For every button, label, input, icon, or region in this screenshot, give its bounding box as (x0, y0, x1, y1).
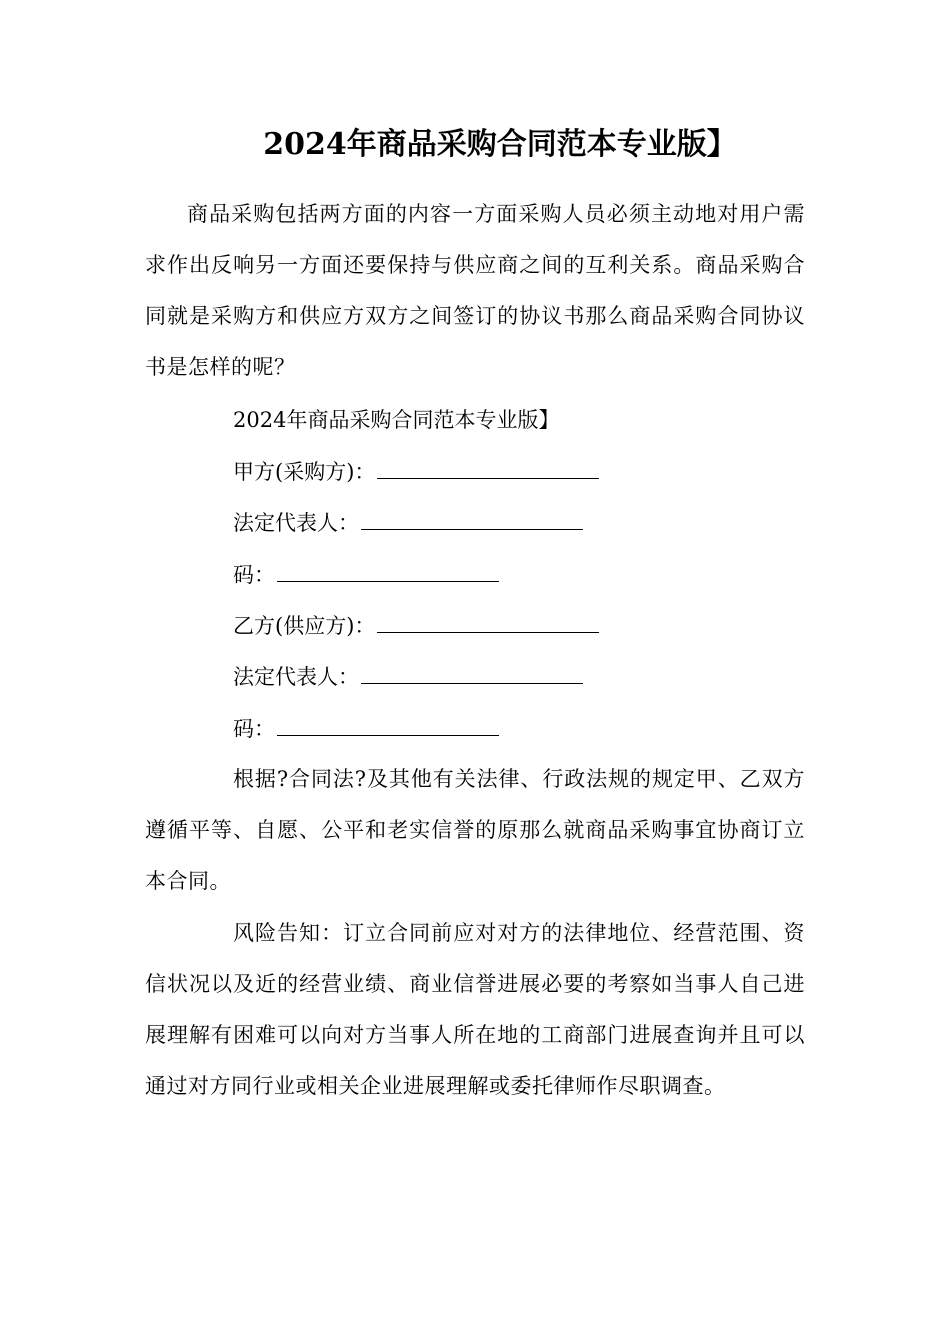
party-a-label: 甲方(采购方)： (233, 460, 376, 484)
document-title: 2024年商品采购合同范本专业版】 (263, 127, 737, 162)
party-a-code-line (233, 557, 499, 593)
party-a-rep-label: 法定代表人： (233, 511, 359, 535)
party-b-rep-blank (361, 661, 583, 684)
party-a-rep-line (233, 505, 583, 541)
law-paragraph: 根据?合同法?及其他有关法律、行政法规的规定甲、乙双方遵循平等、自愿、公平和老实信誉的原那么就商品采购事宜协商订立本合同。 (145, 767, 805, 893)
party-b-rep-label: 法定代表人： (233, 665, 359, 689)
party-b-code-line (233, 711, 499, 747)
party-a-code-blank (277, 559, 499, 582)
party-a-line (233, 454, 599, 490)
party-a-code-label: 码： (233, 563, 275, 587)
intro-paragraph: 商品采购包括两方面的内容一方面采购人员必须主动地对用户需求作出反响另一方面还要保持与供应商之间的互利关系。商品采购合同就是采购方和供应方双方之间签订的协议书那么商品采购合同协议书是怎样的呢？ (145, 202, 805, 379)
party-b-code-blank (277, 713, 499, 736)
party-b-label: 乙方(供应方)： (233, 614, 376, 638)
party-b-line (233, 608, 599, 644)
party-b-rep-line (233, 659, 583, 695)
party-a-rep-blank (361, 507, 583, 530)
party-b-blank (377, 610, 599, 633)
contract-subtitle: 2024年商品采购合同范本专业版】 (233, 408, 560, 432)
risk-notice-paragraph: 风险告知：订立合同前应对对方的法律地位、经营范围、资信状况以及近的经营业绩、商业信誉进展必要的考察如当事人自己进展理解有困难可以向对方当事人所在地的工商部门进展查询并且可以通过对方同行业或相关企业进展理解或委托律师作尽职调查。 (145, 921, 805, 1098)
party-b-code-label: 码： (233, 717, 275, 741)
party-a-blank (377, 456, 599, 479)
